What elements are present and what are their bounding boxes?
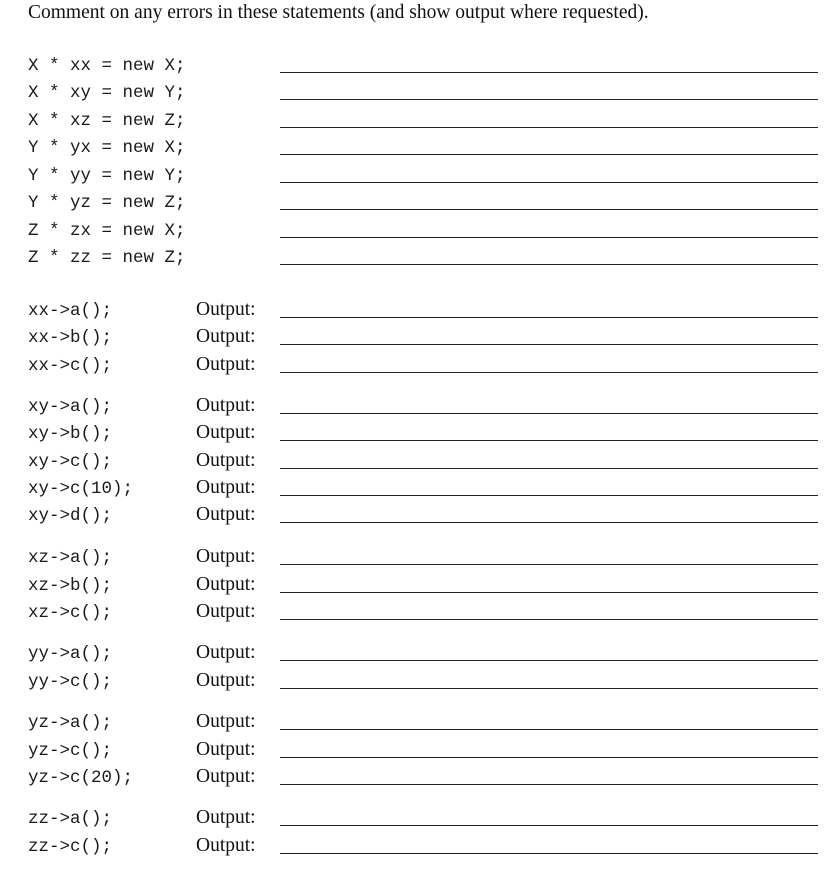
output-blank[interactable] [280,660,818,661]
declaration-row [0,245,835,272]
declaration-row [0,190,835,217]
call-row [0,573,835,600]
declaration-row [0,163,835,190]
call-code: yy->c(); [28,672,113,692]
output-blank[interactable] [280,317,818,318]
call-row [0,353,835,380]
answer-blank[interactable] [280,182,818,183]
declaration-code: Y * yy = new Y; [28,166,186,186]
call-code: xx->c(); [28,356,113,376]
call-row [0,600,835,627]
output-blank[interactable] [280,440,818,441]
declaration-code: X * xy = new Y; [28,83,186,103]
call-row [0,806,835,833]
call-row [0,421,835,448]
call-code: xy->d(); [28,506,113,526]
call-code: xz->a(); [28,548,113,568]
output-label: Output: [196,601,256,622]
output-label: Output: [196,504,256,525]
declaration-code: X * xz = new Z; [28,111,186,131]
output-blank[interactable] [280,592,818,593]
answer-blank[interactable] [280,99,818,100]
declaration-row [0,53,835,80]
output-label: Output: [196,299,256,320]
call-code: xy->b(); [28,424,113,444]
declaration-row [0,218,835,245]
output-blank[interactable] [280,853,818,854]
output-label: Output: [196,422,256,443]
output-blank[interactable] [280,619,818,620]
output-label: Output: [196,670,256,691]
call-code: yy->a(); [28,644,113,664]
call-code: yz->c(); [28,741,113,761]
output-label: Output: [196,807,256,828]
call-row [0,834,835,861]
answer-blank[interactable] [280,264,818,265]
call-row [0,641,835,668]
output-blank[interactable] [280,825,818,826]
output-label: Output: [196,766,256,787]
call-row [0,669,835,696]
output-label: Output: [196,395,256,416]
declaration-code: Y * yx = new X; [28,138,186,158]
declaration-code: Y * yz = new Z; [28,193,186,213]
output-label: Output: [196,546,256,567]
call-code: xz->b(); [28,576,113,596]
call-code: xz->c(); [28,603,113,623]
answer-blank[interactable] [280,127,818,128]
declaration-code: Z * zz = new Z; [28,248,186,268]
output-label: Output: [196,354,256,375]
call-row [0,394,835,421]
call-code: xy->c(); [28,452,113,472]
output-label: Output: [196,450,256,471]
output-label: Output: [196,477,256,498]
call-code: zz->c(); [28,837,113,857]
output-blank[interactable] [280,495,818,496]
output-label: Output: [196,739,256,760]
output-label: Output: [196,642,256,663]
call-row [0,710,835,737]
output-blank[interactable] [280,413,818,414]
output-blank[interactable] [280,784,818,785]
call-row [0,476,835,503]
call-code: zz->a(); [28,809,113,829]
call-row [0,738,835,765]
declaration-code: X * xx = new X; [28,56,186,76]
output-label: Output: [196,326,256,347]
heading: Comment on any errors in these statements (and show output where requested). [28,2,649,23]
call-code: yz->a(); [28,713,113,733]
output-blank[interactable] [280,522,818,523]
answer-blank[interactable] [280,209,818,210]
output-label: Output: [196,835,256,856]
declaration-row [0,108,835,135]
output-blank[interactable] [280,564,818,565]
output-blank[interactable] [280,372,818,373]
output-blank[interactable] [280,757,818,758]
call-row [0,449,835,476]
call-row [0,503,835,530]
output-blank[interactable] [280,729,818,730]
output-label: Output: [196,711,256,732]
answer-blank[interactable] [280,154,818,155]
answer-blank[interactable] [280,72,818,73]
declaration-code: Z * zx = new X; [28,221,186,241]
call-row [0,325,835,352]
call-row [0,765,835,792]
answer-blank[interactable] [280,237,818,238]
declaration-row [0,135,835,162]
output-blank[interactable] [280,688,818,689]
call-code: xy->c(10); [28,479,134,499]
output-label: Output: [196,574,256,595]
call-code: xx->b(); [28,328,113,348]
call-code: yz->c(20); [28,768,134,788]
call-row [0,298,835,325]
output-blank[interactable] [280,344,818,345]
call-code: xx->a(); [28,301,113,321]
output-blank[interactable] [280,468,818,469]
call-row [0,545,835,572]
declaration-row [0,80,835,107]
call-code: xy->a(); [28,397,113,417]
